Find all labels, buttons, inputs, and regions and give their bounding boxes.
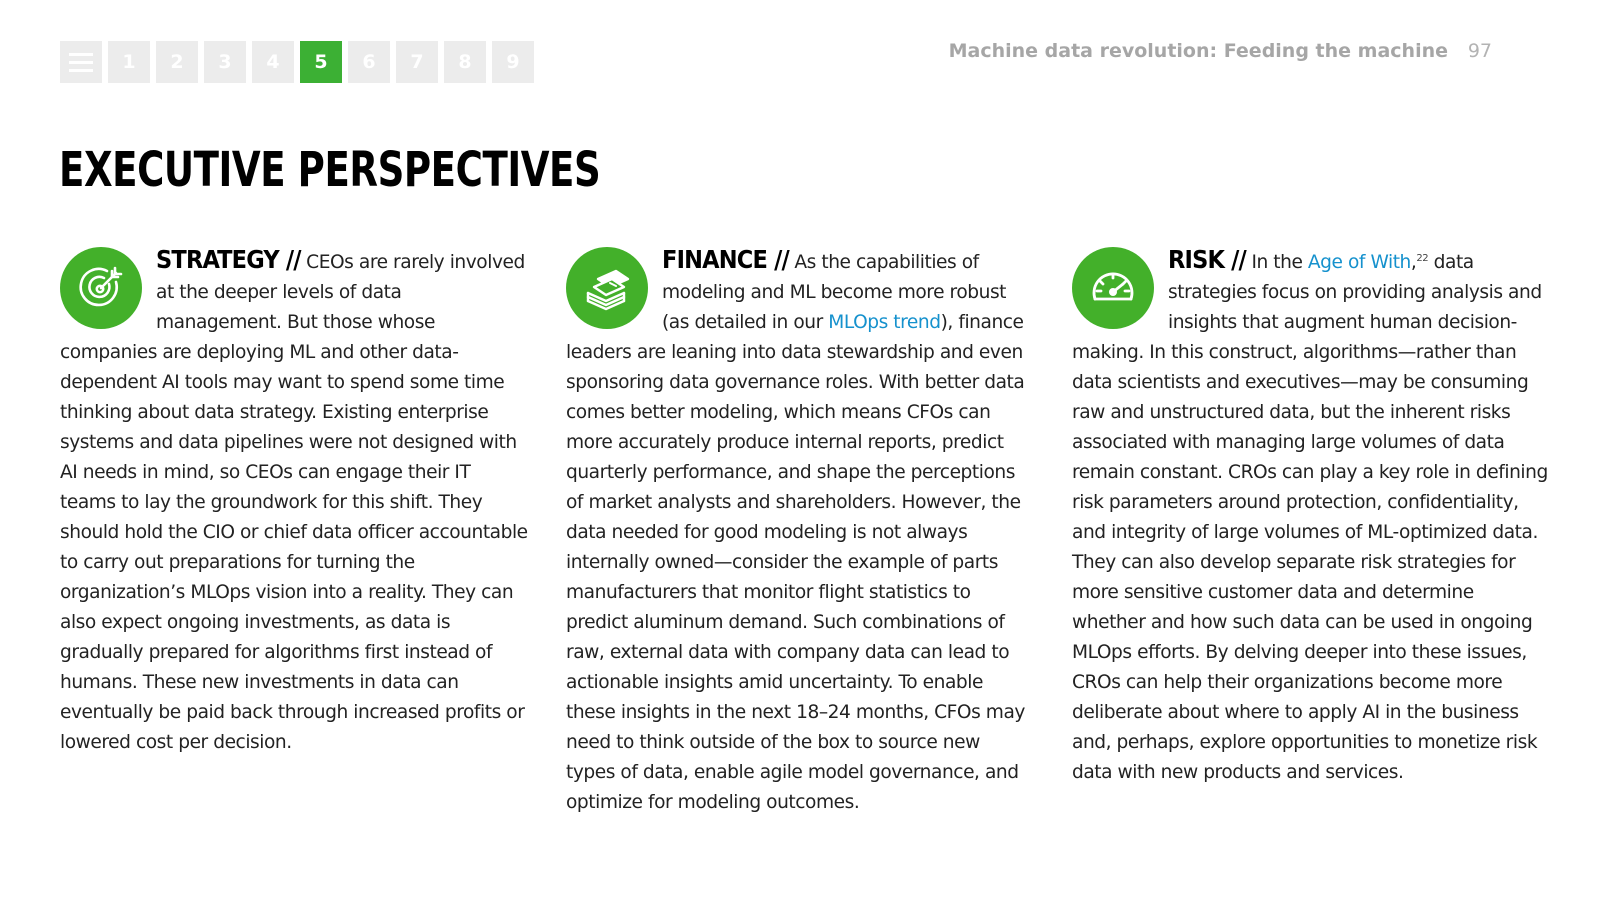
page-tab-6[interactable]: 6 [348,41,390,83]
page-tab-3[interactable]: 3 [204,41,246,83]
speedometer-icon [1072,247,1154,329]
mlops-trend-link[interactable]: MLOps trend [828,312,941,333]
money-stack-icon [566,247,648,329]
finance-column [566,245,1034,818]
page-navigation [60,41,534,83]
target-icon [60,247,142,329]
age-of-with-link[interactable]: Age of With [1307,252,1411,273]
page-tab-2[interactable]: 2 [156,41,198,83]
strategy-column [60,245,528,758]
risk-column [1072,245,1548,788]
page-title: EXECUTIVE PERSPECTIVES [59,142,601,198]
page-tab-7[interactable]: 7 [396,41,438,83]
finance-heading: FINANCE // [662,245,789,274]
page-tab-1[interactable]: 1 [108,41,150,83]
strategy-body: CEOs are rarely involved at the deeper levels of data management. But those whose companies are deploying ML and other data-dependent AI tools may want to spend some time thinking about data strategy. Existing enterprise systems and data pipelines were not designed with AI needs in mind, so CEOs can engage their IT teams to lay the groundwork for this shift. They should hold the CIO or chief data officer accountable to carry out preparations for turning the organization’s MLOps vision into a reality. They can also expect ongoing investments, as data is gradually prepared for algorithms first instead of humans. These new investments in data can eventually be paid back through increased profits or lowered cost per decision. [60,252,528,753]
page-tab-9[interactable]: 9 [492,41,534,83]
menu-button[interactable] [60,41,102,83]
strategy-heading: STRATEGY // [156,245,301,274]
document-title: Machine data revolution: Feeding the machine [948,40,1448,62]
page-tab-4[interactable]: 4 [252,41,294,83]
finance-body-end: ), finance leaders are leaning into data stewardship and even sponsoring data governance roles. With better data comes better modeling, which means CFOs can more accurately produce internal reports, predict quarterly performance, and shape the perceptions of market analysts and shareholders. However, the data needed for good modeling is not always internally owned—consider the example of parts manufacturers that monitor flight statistics to predict aluminum demand. Such combinations of raw, external data with company data can lead to actionable insights amid uncertainty. To enable these insights in the next 18–24 months, CFOs may need to think outside of the box to source new types of data, enable agile model governance, and optimize for modeling outcomes. [566,312,1025,813]
page-tab-5-active[interactable]: 5 [300,41,342,83]
page-tab-8[interactable]: 8 [444,41,486,83]
risk-heading: RISK // [1168,245,1246,274]
page-number: 97 [1467,40,1492,62]
risk-body-comma: , [1410,252,1417,273]
risk-body-end: data strategies focus on providing analysis and insights that augment human decision-making. In this construct, algorithms—rather than data scientists and executives—may be consuming raw and unstructured data, but the inherent risks associated with managing large volumes of data remain constant. CROs can play a key role in defining risk parameters around protection, confidentiality, and integrity of large volumes of ML-optimized data. They can also develop separate risk strategies for more sensitive customer data and determine whether and how such data can be used in ongoing MLOps efforts. By delving deeper into these issues, CROs can help their organizations become more deliberate about where to apply AI in the business and, perhaps, explore opportunities to monetize risk data with new products and services. [1072,252,1548,783]
risk-body-start: In the [1245,252,1308,273]
footnote-22[interactable]: 22 [1416,252,1429,264]
finance-body-start: As the capabilities of modeling and ML become more robust (as detailed in our [662,252,1007,333]
hamburger-menu-icon [69,53,93,56]
